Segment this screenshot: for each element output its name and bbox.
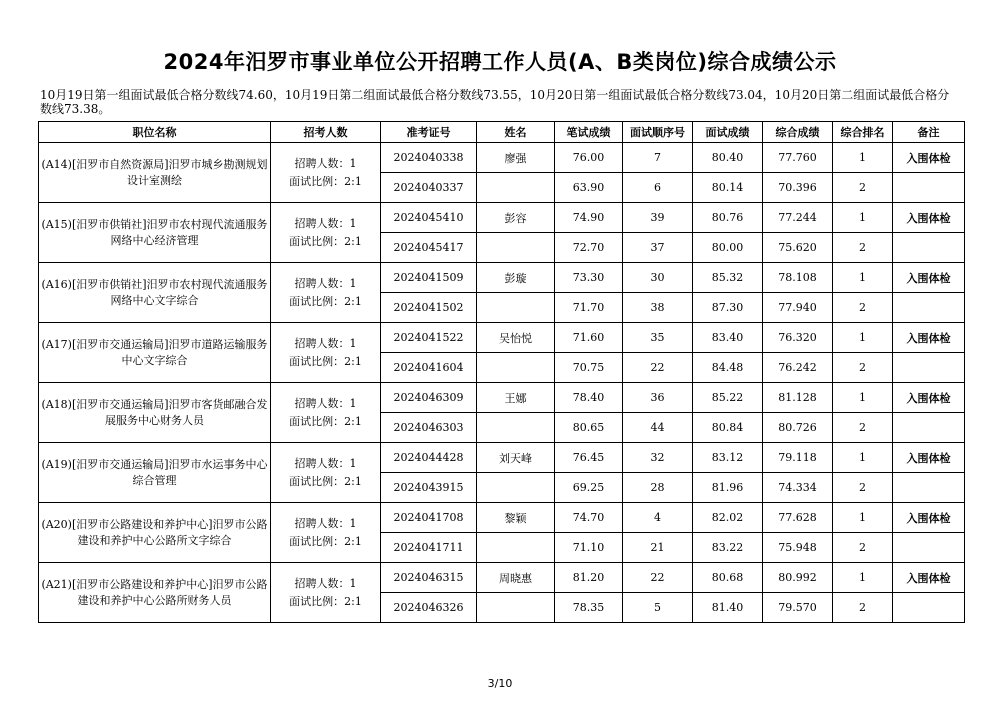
exam-id-cell: 2024045417 [381,233,477,263]
quota-cell [271,263,381,323]
interview-score-cell: 85.22 [693,383,763,413]
written-score-cell: 76.00 [555,143,623,173]
total-score-cell: 74.334 [763,473,833,503]
interview-score-cell: 80.14 [693,173,763,203]
rank-cell: 1 [833,323,893,353]
interview-score-cell: 80.76 [693,203,763,233]
quota-cell [271,383,381,443]
interview-order-cell: 5 [623,593,693,623]
rank-cell: 2 [833,233,893,263]
exam-id-cell: 2024041502 [381,293,477,323]
position-name-cell: (A15)[汨罗市供销社]汨罗市农村现代流通服务网络中心经济管理 [39,203,271,263]
page-title: 2024年汨罗市事业单位公开招聘工作人员(A、B类岗位)综合成绩公示 [163,50,837,74]
note-cell: 入围体检 [893,203,965,233]
rank-cell: 1 [833,203,893,233]
rank-cell: 2 [833,473,893,503]
header-interview-score: 面试成绩 [693,122,763,143]
name-cell: 黎颖 [477,503,555,533]
interview-score-cell: 87.30 [693,293,763,323]
name-cell: 王娜 [477,383,555,413]
exam-id-cell: 2024043915 [381,473,477,503]
exam-id-cell: 2024041708 [381,503,477,533]
note-cell [893,593,965,623]
exam-id-cell: 2024040338 [381,143,477,173]
quota-count: 招聘人数：1 [294,336,357,350]
interview-score-cell: 84.48 [693,353,763,383]
total-score-cell: 77.940 [763,293,833,323]
position-name-cell: (A20)[汨罗市公路建设和养护中心]汨罗市公路建设和养护中心公路所文字综合 [39,503,271,563]
exam-id-cell: 2024044428 [381,443,477,473]
note-cell [893,233,965,263]
interview-order-cell: 22 [623,353,693,383]
name-cell: 彭璇 [477,263,555,293]
interview-order-cell: 30 [623,263,693,293]
interview-order-cell: 22 [623,563,693,593]
rank-cell: 2 [833,413,893,443]
written-score-cell: 69.25 [555,473,623,503]
name-cell [477,413,555,443]
total-score-cell: 70.396 [763,173,833,203]
interview-ratio: 面试比例：2:1 [289,534,362,548]
interview-score-cell: 80.00 [693,233,763,263]
interview-order-cell: 36 [623,383,693,413]
position-name-cell: (A19)[汨罗市交通运输局]汨罗市水运事务中心综合管理 [39,443,271,503]
interview-score-cell: 83.12 [693,443,763,473]
exam-id-cell: 2024046326 [381,593,477,623]
name-cell: 彭容 [477,203,555,233]
exam-id-cell: 2024041604 [381,353,477,383]
written-score-cell: 74.90 [555,203,623,233]
total-score-cell: 77.244 [763,203,833,233]
interview-score-cell: 83.22 [693,533,763,563]
name-cell [477,353,555,383]
position-name-cell: (A17)[汨罗市交通运输局]汨罗市道路运输服务中心文字综合 [39,323,271,383]
quota-cell [271,503,381,563]
note-cell: 入围体检 [893,443,965,473]
interview-ratio: 面试比例：2:1 [289,294,362,308]
quota-count: 招聘人数：1 [294,576,357,590]
interview-order-cell: 21 [623,533,693,563]
interview-ratio: 面试比例：2:1 [289,174,362,188]
interview-ratio: 面试比例：2:1 [289,234,362,248]
table-row [39,383,965,413]
exam-id-cell: 2024041711 [381,533,477,563]
interview-score-cell: 80.40 [693,143,763,173]
total-score-cell: 80.992 [763,563,833,593]
rank-cell: 1 [833,563,893,593]
note-cell [893,533,965,563]
note-cell [893,173,965,203]
table-row [39,443,965,473]
written-score-cell: 76.45 [555,443,623,473]
interview-order-cell: 4 [623,503,693,533]
table-row [39,263,965,293]
quota-count: 招聘人数：1 [294,276,357,290]
interview-score-cell: 82.02 [693,503,763,533]
header-rank: 综合排名 [833,122,893,143]
results-table [38,121,965,623]
interview-order-cell: 37 [623,233,693,263]
interview-order-cell: 39 [623,203,693,233]
passing-score-notice: 10月19日第一组面试最低合格分数线74.60，10月19日第二组面试最低合格分数线73.55，10月20日第一组面试最低合格分数线73.04，10月20日第二组面试最低合格分数线73.38。 [40,88,950,116]
exam-id-cell: 2024046303 [381,413,477,443]
total-score-cell: 76.320 [763,323,833,353]
rank-cell: 2 [833,293,893,323]
page-number: 3/10 [487,677,513,690]
quota-count: 招聘人数：1 [294,216,357,230]
interview-order-cell: 28 [623,473,693,503]
written-score-cell: 70.75 [555,353,623,383]
name-cell: 刘天峰 [477,443,555,473]
quota-cell [271,443,381,503]
name-cell [477,173,555,203]
exam-id-cell: 2024041509 [381,263,477,293]
exam-id-cell: 2024046315 [381,563,477,593]
interview-ratio: 面试比例：2:1 [289,354,362,368]
rank-cell: 2 [833,353,893,383]
total-score-cell: 75.620 [763,233,833,263]
written-score-cell: 78.35 [555,593,623,623]
rank-cell: 2 [833,173,893,203]
header-quota: 招考人数 [271,122,381,143]
total-score-cell: 79.118 [763,443,833,473]
total-score-cell: 77.628 [763,503,833,533]
quota-count: 招聘人数：1 [294,156,357,170]
position-name-cell: (A14)[汨罗市自然资源局]汨罗市城乡勘测规划设计室测绘 [39,143,271,203]
total-score-cell: 77.760 [763,143,833,173]
written-score-cell: 71.60 [555,323,623,353]
quota-count: 招聘人数：1 [294,516,357,530]
rank-cell: 1 [833,263,893,293]
header-position: 职位名称 [39,122,271,143]
interview-order-cell: 32 [623,443,693,473]
written-score-cell: 81.20 [555,563,623,593]
note-cell: 入围体检 [893,143,965,173]
written-score-cell: 71.70 [555,293,623,323]
table-row [39,203,965,233]
position-name-cell: (A16)[汨罗市供销社]汨罗市农村现代流通服务网络中心文字综合 [39,263,271,323]
written-score-cell: 80.65 [555,413,623,443]
rank-cell: 2 [833,593,893,623]
written-score-cell: 72.70 [555,233,623,263]
quota-cell [271,203,381,263]
note-cell: 入围体检 [893,563,965,593]
quota-count: 招聘人数：1 [294,396,357,410]
rank-cell: 1 [833,143,893,173]
header-note: 备注 [893,122,965,143]
written-score-cell: 63.90 [555,173,623,203]
note-cell [893,353,965,383]
name-cell: 廖强 [477,143,555,173]
interview-order-cell: 6 [623,173,693,203]
total-score-cell: 76.242 [763,353,833,383]
rank-cell: 1 [833,443,893,473]
header-exam-id: 准考证号 [381,122,477,143]
exam-id-cell: 2024045410 [381,203,477,233]
table-row [39,563,965,593]
interview-ratio: 面试比例：2:1 [289,474,362,488]
position-name-cell: (A21)[汨罗市公路建设和养护中心]汨罗市公路建设和养护中心公路所财务人员 [39,563,271,623]
total-score-cell: 81.128 [763,383,833,413]
header-name: 姓名 [477,122,555,143]
quota-cell [271,323,381,383]
interview-score-cell: 85.32 [693,263,763,293]
interview-order-cell: 7 [623,143,693,173]
header-interview-order: 面试顺序号 [623,122,693,143]
name-cell [477,593,555,623]
quota-count: 招聘人数：1 [294,456,357,470]
note-cell [893,413,965,443]
written-score-cell: 71.10 [555,533,623,563]
written-score-cell: 78.40 [555,383,623,413]
interview-order-cell: 35 [623,323,693,353]
note-cell: 入围体检 [893,263,965,293]
total-score-cell: 75.948 [763,533,833,563]
name-cell [477,233,555,263]
name-cell: 吴怡悦 [477,323,555,353]
position-name-cell: (A18)[汨罗市交通运输局]汨罗市客货邮融合发展服务中心财务人员 [39,383,271,443]
quota-cell [271,563,381,623]
quota-cell [271,143,381,203]
exam-id-cell: 2024046309 [381,383,477,413]
interview-score-cell: 80.84 [693,413,763,443]
exam-id-cell: 2024041522 [381,323,477,353]
note-cell [893,293,965,323]
interview-ratio: 面试比例：2:1 [289,594,362,608]
rank-cell: 1 [833,383,893,413]
table-header-row [39,122,965,143]
written-score-cell: 74.70 [555,503,623,533]
name-cell [477,473,555,503]
total-score-cell: 79.570 [763,593,833,623]
total-score-cell: 80.726 [763,413,833,443]
rank-cell: 1 [833,503,893,533]
interview-score-cell: 81.96 [693,473,763,503]
header-written-score: 笔试成绩 [555,122,623,143]
interview-score-cell: 83.40 [693,323,763,353]
interview-ratio: 面试比例：2:1 [289,414,362,428]
total-score-cell: 78.108 [763,263,833,293]
name-cell [477,293,555,323]
name-cell [477,533,555,563]
rank-cell: 2 [833,533,893,563]
interview-order-cell: 44 [623,413,693,443]
table-row [39,503,965,533]
name-cell: 周晓惠 [477,563,555,593]
interview-score-cell: 80.68 [693,563,763,593]
interview-score-cell: 81.40 [693,593,763,623]
exam-id-cell: 2024040337 [381,173,477,203]
note-cell: 入围体检 [893,383,965,413]
header-total-score: 综合成绩 [763,122,833,143]
table-row [39,143,965,173]
note-cell: 入围体检 [893,503,965,533]
interview-order-cell: 38 [623,293,693,323]
written-score-cell: 73.30 [555,263,623,293]
table-row [39,323,965,353]
note-cell [893,473,965,503]
note-cell: 入围体检 [893,323,965,353]
